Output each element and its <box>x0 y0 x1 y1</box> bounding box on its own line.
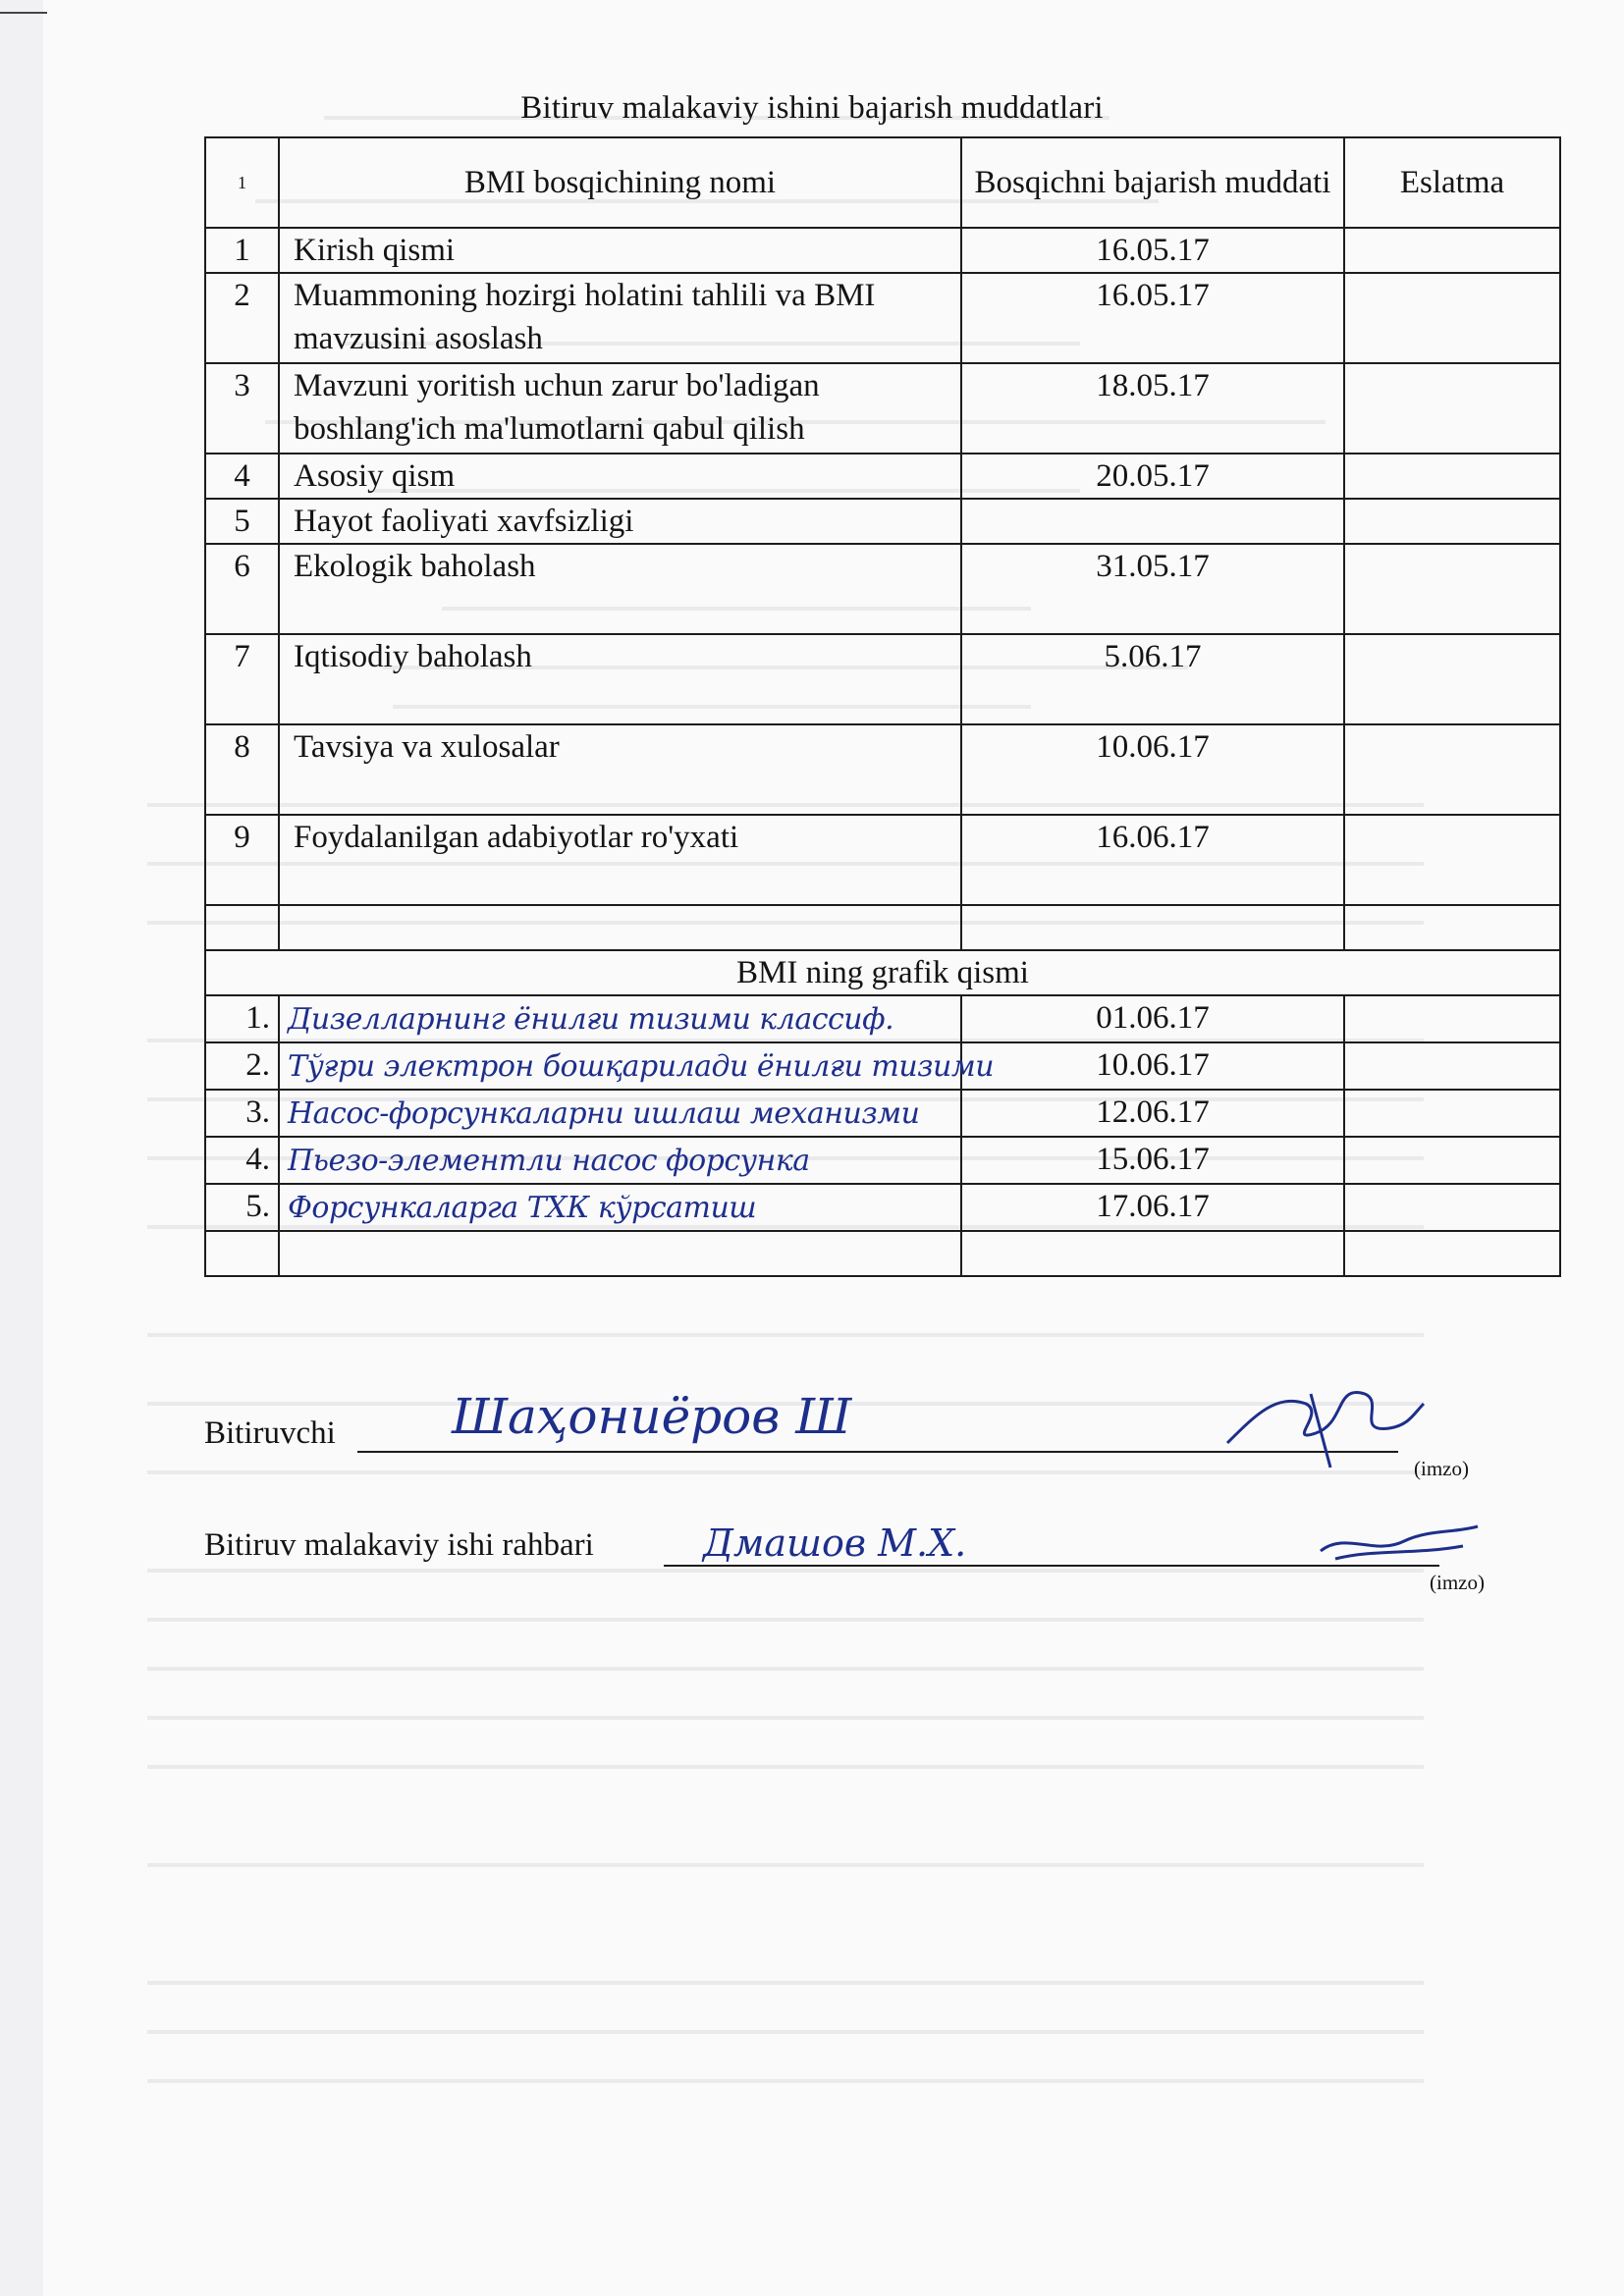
supervisor-label: Bitiruv malakaviy ishi rahbari <box>204 1527 594 1563</box>
graphics-deadline: 12.06.17 <box>961 1090 1344 1137</box>
graphics-note <box>1344 1184 1560 1231</box>
row-stage-name: Foydalanilgan adabiyotlar ro'yxati <box>279 815 961 905</box>
graphics-name-cell <box>279 995 961 1042</box>
row-number: 5 <box>205 499 279 544</box>
row-deadline: 31.05.17 <box>961 544 1344 634</box>
graphics-row <box>205 1042 1560 1090</box>
graphics-number: 4. <box>205 1137 279 1184</box>
row-deadline: 16.05.17 <box>961 273 1344 363</box>
row-stage-name: Hayot faoliyati xavfsizligi <box>279 499 961 544</box>
row-stage-name: Asosiy qism <box>279 454 961 499</box>
graphics-deadline: 17.06.17 <box>961 1184 1344 1231</box>
graphics-number: 3. <box>205 1090 279 1137</box>
row-note <box>1344 363 1560 454</box>
handwritten-graphic-name: Форсункаларга ТХК кўрсатиш <box>288 1191 757 1225</box>
supervisor-handwritten-name: Дмашов М.Х. <box>703 1522 967 1565</box>
row-number: 3 <box>205 363 279 454</box>
row-deadline: 18.05.17 <box>961 363 1344 454</box>
graphics-note <box>1344 995 1560 1042</box>
row-number: 8 <box>205 724 279 815</box>
row-number: 4 <box>205 454 279 499</box>
header-number: 1 <box>205 137 279 228</box>
row-number: 6 <box>205 544 279 634</box>
table-row <box>205 363 1560 454</box>
row-note <box>1344 499 1560 544</box>
table-row <box>205 499 1560 544</box>
graphics-row <box>205 1184 1560 1231</box>
graphics-note <box>1344 1042 1560 1090</box>
row-deadline: 20.05.17 <box>961 454 1344 499</box>
table-header-row <box>205 137 1560 228</box>
scan-left-edge <box>0 0 43 2296</box>
supervisor-signature-scribble <box>1316 1512 1483 1571</box>
row-stage-name: Tavsiya va xulosalar <box>279 724 961 815</box>
row-note <box>1344 454 1560 499</box>
graduate-label: Bitiruvchi <box>204 1415 336 1451</box>
table-row <box>205 273 1560 363</box>
graphics-row <box>205 1090 1560 1137</box>
graphics-row <box>205 995 1560 1042</box>
graphics-number: 1. <box>205 995 279 1042</box>
graphics-deadline: 10.06.17 <box>961 1042 1344 1090</box>
graphics-name-cell <box>279 1090 961 1137</box>
handwritten-graphic-name: Насос-форсункаларни ишлаш механизми <box>288 1096 920 1131</box>
table-row <box>205 634 1560 724</box>
row-number: 2 <box>205 273 279 363</box>
table-row <box>205 454 1560 499</box>
row-note <box>1344 544 1560 634</box>
graphics-header-row <box>205 950 1560 995</box>
document-title: Bitiruv malakaviy ishini bajarish muddatlari <box>520 90 1104 126</box>
graphics-deadline: 15.06.17 <box>961 1137 1344 1184</box>
row-stage-name: Muammoning hozirgi holatini tahlili va BMI mavzusini asoslash <box>279 273 961 363</box>
row-deadline <box>961 499 1344 544</box>
row-deadline: 16.05.17 <box>961 228 1344 273</box>
graphics-deadline: 01.06.17 <box>961 995 1344 1042</box>
scan-corner-mark <box>0 12 47 14</box>
graphics-number: 2. <box>205 1042 279 1090</box>
table-row <box>205 815 1560 905</box>
header-stage-name: BMI bosqichining nomi <box>279 137 961 228</box>
table-row <box>205 544 1560 634</box>
supervisor-imzo-label: (imzo) <box>1430 1571 1485 1594</box>
graphics-name-cell <box>279 1184 961 1231</box>
header-note: Eslatma <box>1344 137 1560 228</box>
row-number: 9 <box>205 815 279 905</box>
graduate-handwritten-name: Шаҳониёров Ш <box>452 1388 852 1445</box>
table-row <box>205 228 1560 273</box>
row-note <box>1344 634 1560 724</box>
schedule-table <box>204 136 1561 1277</box>
graphics-row <box>205 1137 1560 1184</box>
handwritten-graphic-name: Тўғри электрон бошқарилади ёнилғи тизими <box>288 1049 995 1084</box>
row-deadline: 5.06.17 <box>961 634 1344 724</box>
graduate-imzo-label: (imzo) <box>1414 1457 1469 1480</box>
header-deadline: Bosqichni bajarish muddati <box>961 137 1344 228</box>
graphics-name-cell <box>279 1137 961 1184</box>
row-stage-name: Ekologik baholash <box>279 544 961 634</box>
row-note <box>1344 273 1560 363</box>
row-stage-name: Iqtisodiy baholash <box>279 634 961 724</box>
row-deadline: 10.06.17 <box>961 724 1344 815</box>
graphics-number: 5. <box>205 1184 279 1231</box>
row-note <box>1344 228 1560 273</box>
row-note <box>1344 724 1560 815</box>
row-number: 7 <box>205 634 279 724</box>
table-row-empty <box>205 905 1560 950</box>
row-note <box>1344 815 1560 905</box>
handwritten-graphic-name: Дизелларнинг ёнилғи тизими классиф. <box>288 1002 894 1037</box>
handwritten-graphic-name: Пьезо-элементли насос форсунка <box>288 1144 810 1178</box>
row-number: 1 <box>205 228 279 273</box>
graphics-row-empty <box>205 1231 1560 1276</box>
graphics-name-cell <box>279 1042 995 1090</box>
row-stage-name: Kirish qismi <box>279 228 961 273</box>
graphics-note <box>1344 1090 1560 1137</box>
row-deadline: 16.06.17 <box>961 815 1344 905</box>
graphics-section-title: BMI ning grafik qismi <box>205 950 1560 995</box>
graduate-signature-scribble <box>1218 1374 1434 1472</box>
graphics-note <box>1344 1137 1560 1184</box>
table-row <box>205 724 1560 815</box>
row-stage-name: Mavzuni yoritish uchun zarur bo'ladigan boshlang'ich ma'lumotlarni qabul qilish <box>279 363 961 454</box>
